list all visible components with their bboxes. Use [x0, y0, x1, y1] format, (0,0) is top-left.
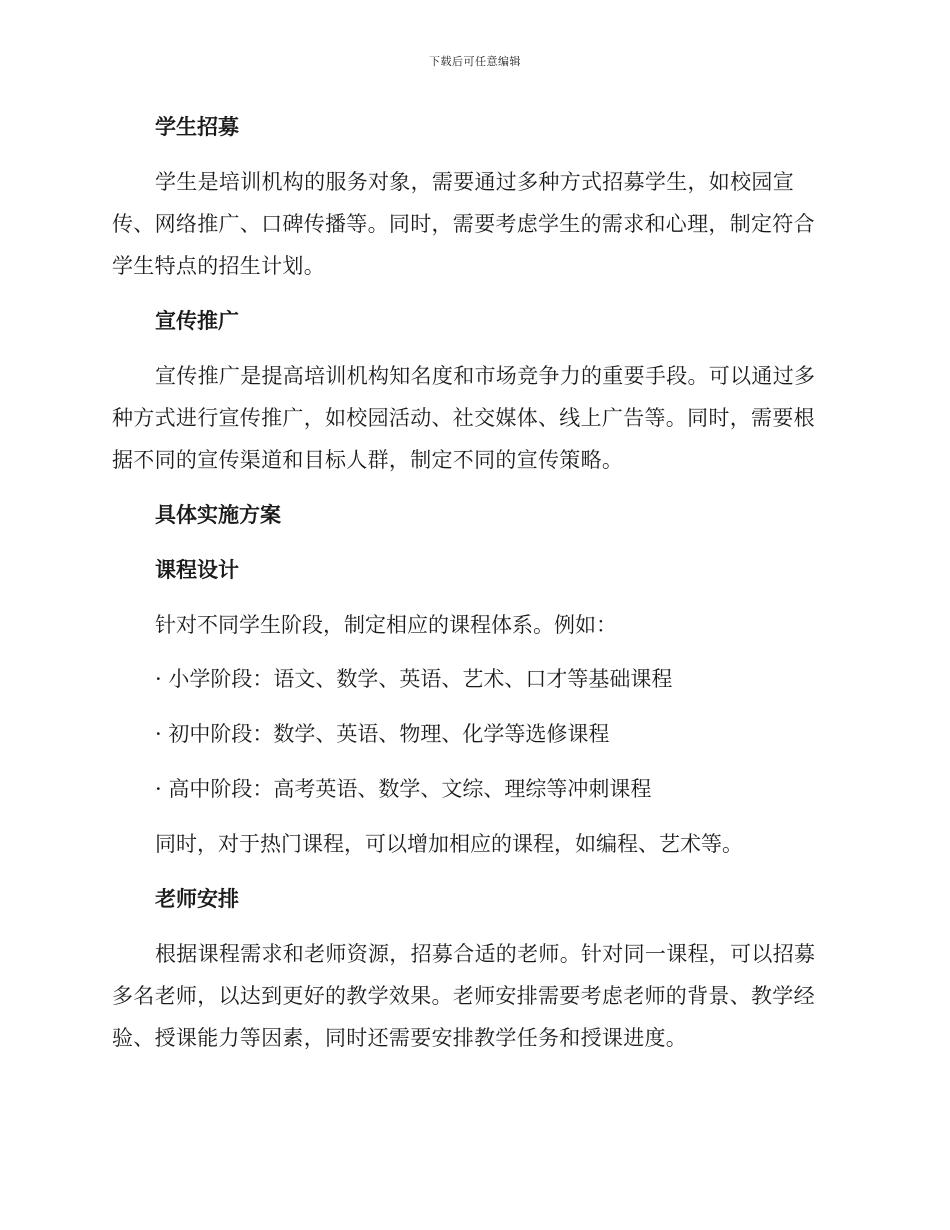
section-heading-teacher-arrangement: 老师安排 [155, 887, 239, 911]
section-heading-course-design: 课程设计 [155, 558, 239, 582]
section-heading-promotion: 宣传推广 [155, 309, 239, 333]
section-heading-student-recruitment: 学生招募 [155, 115, 239, 139]
paragraph-teacher-arrangement: 根据课程需求和老师资源，招募合适的老师。针对同一课程，可以招募多名老师，以达到更好的教学效果。老师安排需要考虑老师的背景、教学经验、授课能力等因素，同时还需要安排教学任务和授课进度。 [112, 942, 816, 1050]
list-item-high: · 高中阶段：高考英语、数学、文综、理综等冲刺课程 [155, 777, 652, 801]
paragraph-promotion: 宣传推广是提高培训机构知名度和市场竞争力的重要手段。可以通过多种方式进行宣传推广，如校园活动、社交媒体、线上广告等。同时，需要根据不同的宣传渠道和目标人群，制定不同的宣传策略。 [112, 364, 816, 472]
paragraph-student-recruitment: 学生是培训机构的服务对象，需要通过多种方式招募学生，如校园宣传、网络推广、口碑传播等。同时，需要考虑学生的需求和心理，制定符合学生特点的招生计划。 [112, 170, 815, 278]
page-header: 下载后可任意编辑 [429, 55, 521, 68]
paragraph-course-intro: 针对不同学生阶段，制定相应的课程体系。例如： [155, 613, 617, 637]
list-item-middle: · 初中阶段：数学、英语、物理、化学等选修课程 [155, 722, 610, 746]
list-item-primary: · 小学阶段：语文、数学、英语、艺术、口才等基础课程 [155, 667, 673, 691]
section-heading-implementation-plan: 具体实施方案 [155, 503, 281, 527]
paragraph-course-extra: 同时，对于热门课程，可以增加相应的课程，如编程、艺术等。 [155, 832, 743, 856]
